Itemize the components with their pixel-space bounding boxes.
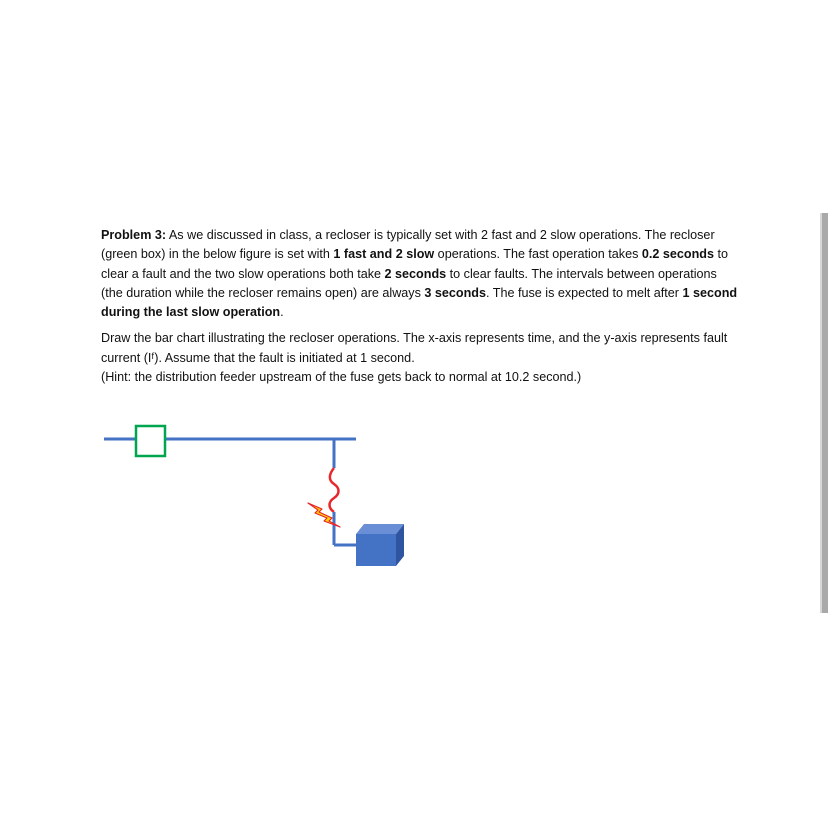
text-run: to clear faults. The intervals between operations (the duration while the recloser remains open) are always bbox=[101, 266, 717, 300]
recloser-box-icon bbox=[136, 426, 165, 456]
bold-text-run: 2 seconds bbox=[384, 266, 447, 281]
text-run: . The fuse is expected to melt after bbox=[486, 285, 683, 300]
fuse-icon bbox=[330, 468, 339, 512]
instruction-text: Draw the bar chart illustrating the recloser operations. The x-axis represents time, and the y-axis represents fault current (Iᶠ). Assume that the fault is initiated at 1 second. bbox=[101, 331, 728, 365]
bold-text-run: 1 second during the last slow operation bbox=[101, 285, 738, 320]
hint-text: (Hint: the distribution feeder upstream of the fuse gets back to normal at 10.2 second.) bbox=[101, 370, 582, 385]
feeder-diagram bbox=[96, 420, 416, 580]
text-run: operations. The fast operation takes bbox=[434, 247, 642, 262]
text-run: to clear a fault and the two slow operations both take bbox=[101, 247, 729, 281]
scrollbar-track[interactable] bbox=[822, 213, 828, 613]
problem-paragraph-2 bbox=[101, 329, 741, 387]
text-run: . bbox=[280, 305, 284, 320]
bold-text-run: Problem 3: bbox=[101, 228, 167, 242]
problem-paragraph-1 bbox=[101, 226, 741, 322]
bold-text-run: 1 fast and 2 slow bbox=[333, 247, 435, 262]
text-run: As we discussed in class, a recloser is typically set with 2 fast and 2 slow operations. The recloser (green box) in the below figure is set with bbox=[101, 228, 715, 262]
bold-text-run: 0.2 seconds bbox=[641, 247, 714, 262]
bold-text-run: 3 seconds bbox=[424, 285, 487, 300]
problem-text bbox=[101, 226, 741, 387]
load-cube-icon bbox=[356, 534, 396, 566]
load-cube-top bbox=[356, 524, 404, 534]
